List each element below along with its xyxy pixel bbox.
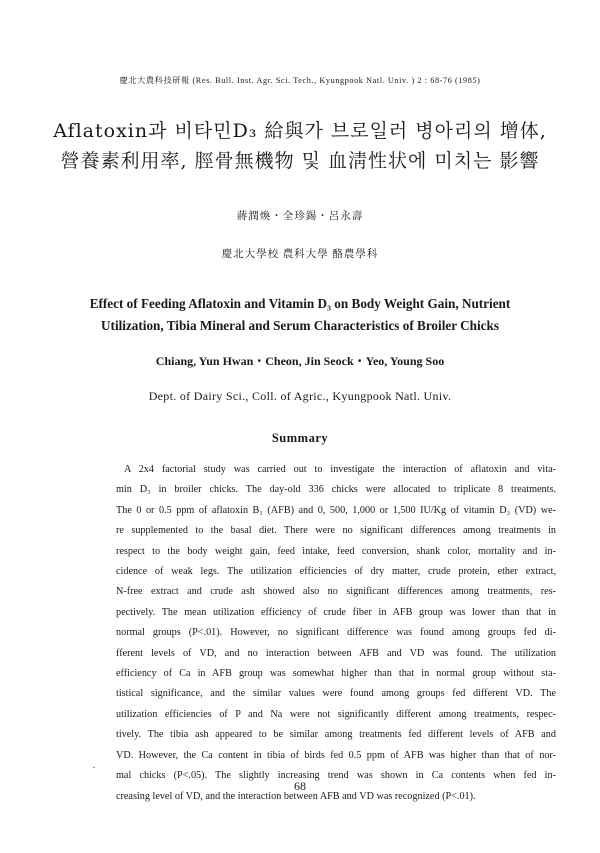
korean-title-line-1: Aflatoxin과 비타민D₃ 給與가 브로일러 병아리의 增体, [53, 120, 547, 142]
abstract-line: efficiency of Ca in AFB group was somewhat higher than that in normal group without sta- [116, 668, 556, 680]
abstract-line: normal groups (P<.01). However, no significant difference was found among groups fed di- [116, 627, 556, 639]
abstract-line: utilization efficiencies of P and Na were not significantly different among treatments, respec- [116, 708, 556, 720]
journal-citation: 慶北大農科技研報 (Res. Bull. Inst. Agr. Sci. Tech., Kyungpook Natl. Univ. ) 2 : 68-76 (1985) [119, 76, 481, 85]
abstract-line: VD. However, the Ca content in tibia of birds fed 0.5 ppm of AFB was higher than that of nor- [116, 749, 556, 761]
korean-affiliation: 慶北大學校 農科大學 酪農學科 [221, 249, 379, 260]
korean-title-line-2: 營養素利用率, 脛骨無機物 및 血淸性状에 미치는 影響 [60, 150, 540, 172]
abstract-line: tistical significance, and the similar values were found among groups fed different VD. The [116, 688, 556, 700]
abstract-line: N-free extract and crude ash showed also no significant differences among treatments, res- [116, 586, 556, 598]
english-title [0, 293, 600, 337]
abstract-line: respect to the body weight gain, feed intake, feed conversion, shank color, mortality and in- [116, 545, 556, 557]
abstract-line: The 0 or 0.5 ppm of aflatoxin B₁ (AFB) and 0, 500, 1,000 or 1,500 IU/Kg of vitamin D₃ (VD) we- [116, 504, 556, 516]
abstract-line: cidence of weak legs. The utilization efficiencies of dry matter, crude protein, ether extract, [116, 566, 556, 578]
abstract-line: re supplemented to the basal diet. There were no significant differences among treatments in [116, 525, 556, 537]
english-authors: Chiang, Yun Hwan・Cheon, Jin Seock・Yeo, Young Soo [155, 354, 445, 368]
abstract-line: tively. The tibia ash appeared to be similar among treatments fed different levels of AFB and [116, 729, 556, 741]
abstract-line: mal chicks (P<.05). The slightly increasing trend was shown in Ca contents when fed in- [116, 770, 556, 782]
summary-heading: Summary [271, 431, 329, 445]
abstract-line: pectively. The mean utilization efficiency of crude fiber in AFB group was lower than that in [116, 606, 556, 618]
korean-authors: 蔣潤煥・全珍錫・呂永壽 [236, 211, 364, 222]
abstract-line: min D₃ in broiler chicks. The day-old 336 chicks were allocated to triplicate 8 treatments. [116, 484, 556, 496]
margin-mark: · [92, 760, 96, 774]
abstract-line: creasing level of VD, and the interaction between AFB and VD was recognized (P<.01). [116, 790, 476, 802]
page-number: 68 [294, 779, 306, 793]
abstract-line: fferent levels of VD, and no interaction between AFB and VD was found. The utilization [116, 647, 556, 659]
english-title-line-1: Effect of Feeding Aflatoxin and Vitamin D₃ on Body Weight Gain, Nutrient [89, 296, 511, 311]
abstract-body [116, 460, 556, 807]
korean-title [0, 116, 600, 176]
abstract-line: A 2x4 factorial study was carried out to investigate the interaction of aflatoxin and vita- [124, 464, 556, 475]
english-affiliation: Dept. of Dairy Sci., Coll. of Agric., Kyungpook Natl. Univ. [148, 389, 452, 403]
english-title-line-2: Utilization, Tibia Mineral and Serum Characteristics of Broiler Chicks [101, 318, 499, 333]
